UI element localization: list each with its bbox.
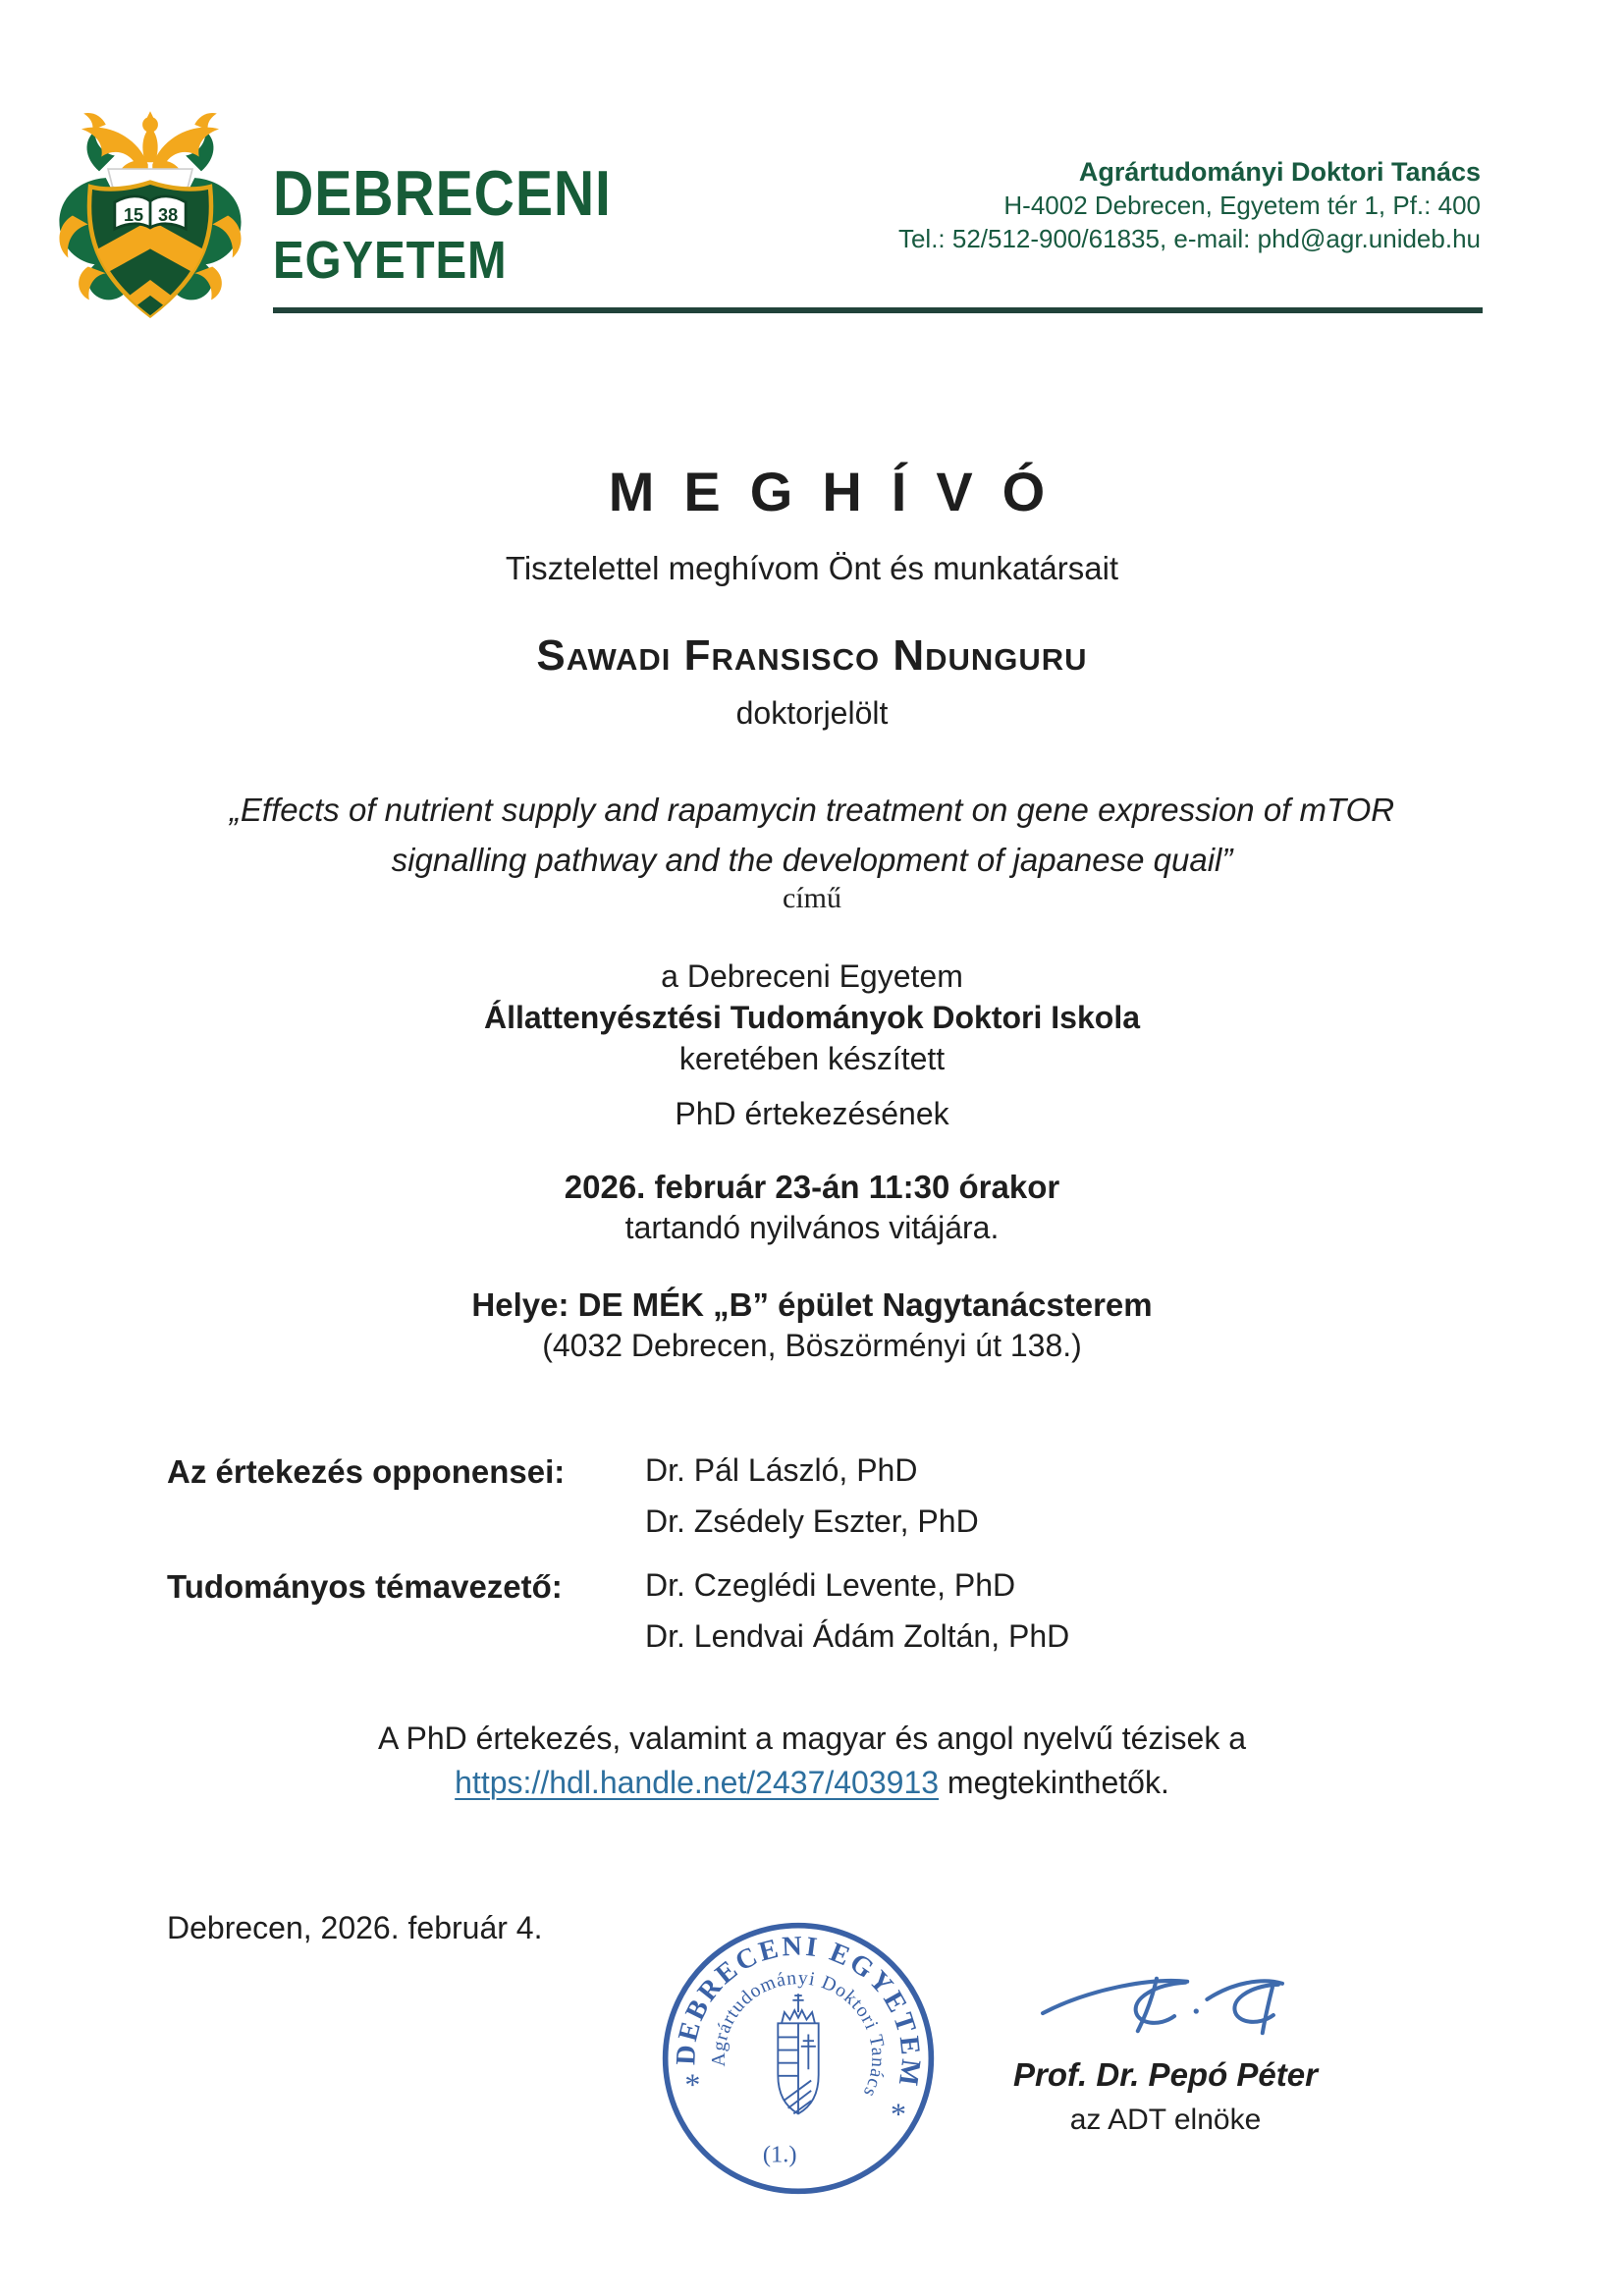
opponents-label: Az értekezés opponensei: (167, 1453, 566, 1490)
stamp-coat-of-arms (778, 1994, 818, 2113)
supervisor-name: Dr. Lendvai Ádám Zoltán, PhD (645, 1618, 1070, 1654)
signer-name: Prof. Dr. Pepó Péter (1013, 2056, 1318, 2093)
candidate-role: doktorjelölt (735, 695, 889, 731)
university-name (273, 157, 658, 290)
phd-thesis-line: PhD értekezésének (675, 1096, 949, 1131)
university-name-line2: EGYETEM (273, 231, 508, 290)
availability-suffix: megtekinthetők. (939, 1765, 1169, 1801)
signer-role: az ADT elnöke (1069, 2104, 1262, 2136)
department-name: Agrártudományi Doktori Tanács (1078, 157, 1481, 187)
phone-email-line: Tel.: 52/512-900/61835, e-mail: phd@agr.unideb.hu (897, 224, 1481, 253)
stamp-inner-text: Agrártudományi Doktori Tanács (707, 1967, 890, 2102)
availability-note (0, 1717, 1624, 1806)
supervisors-label: Tudományos témavezető: (167, 1568, 563, 1605)
book-year-right: 38 (158, 205, 179, 226)
availability-line2 (0, 1761, 1624, 1805)
opponents-list (645, 1453, 979, 1556)
doctoral-school-name: Állattenyésztési Tudományok Doktori Iskola (483, 1000, 1140, 1035)
stamp-right-asterisk: * (891, 2097, 906, 2132)
book-year-left: 15 (123, 205, 144, 226)
greeting-line: Tisztelettel meghívom Önt és munkatársait (505, 550, 1119, 586)
handwritten-signature (1039, 1969, 1286, 2050)
venue-line1: Helye: DE MÉK „B” épület Nagytanácsterem (471, 1286, 1153, 1323)
crest-book (115, 196, 186, 229)
candidate-name: Sawadi Fransisco Ndunguru (536, 631, 1088, 680)
titled-word: című (783, 882, 841, 914)
thesis-title-line2: signalling pathway and the development of japanese quail” (391, 842, 1233, 879)
letterhead-rule (273, 307, 1483, 313)
thesis-title (0, 785, 1624, 885)
issue-date-line: Debrecen, 2026. február 4. (167, 1910, 543, 1945)
letterhead-contact-block (898, 155, 1481, 255)
supervisor-name: Dr. Czeglédi Levente, PhD (645, 1567, 1016, 1603)
university-crest-logo (39, 98, 261, 324)
stamp-left-asterisk: * (684, 2067, 701, 2103)
venue-line2: (4032 Debrecen, Böszörményi út 138.) (542, 1328, 1082, 1363)
framework-line: keretében készített (678, 1041, 946, 1076)
opponent-name: Dr. Pál László, PhD (645, 1452, 918, 1488)
university-line: a Debreceni Egyetem (661, 958, 963, 994)
official-round-stamp (660, 1920, 937, 2197)
thesis-title-line1: „Effects of nutrient supply and rapamycin treatment on gene expression of mTOR (229, 792, 1395, 828)
stamp-outer-text: DEBRECENI EGYETEM (671, 1931, 927, 2091)
event-line: tartandó nyilvános vitájára. (624, 1210, 1000, 1245)
defense-datetime: 2026. február 23-án 11:30 órakor (564, 1169, 1060, 1205)
availability-line1: A PhD értekezés, valamint a magyar és angol nyelvű tézisek a (378, 1721, 1246, 1756)
postal-address: H-4002 Debrecen, Egyetem tér 1, Pf.: 400 (1003, 191, 1481, 220)
thesis-handle-link[interactable]: https://hdl.handle.net/2437/403913 (455, 1765, 940, 1801)
page-title: MEGHÍVÓ (608, 461, 1075, 522)
stamp-serial-number: (1.) (762, 2141, 797, 2168)
supervisors-list (645, 1568, 1069, 1670)
university-name-line1: DEBRECENI (273, 157, 612, 229)
opponent-name: Dr. Zsédely Eszter, PhD (645, 1503, 979, 1539)
